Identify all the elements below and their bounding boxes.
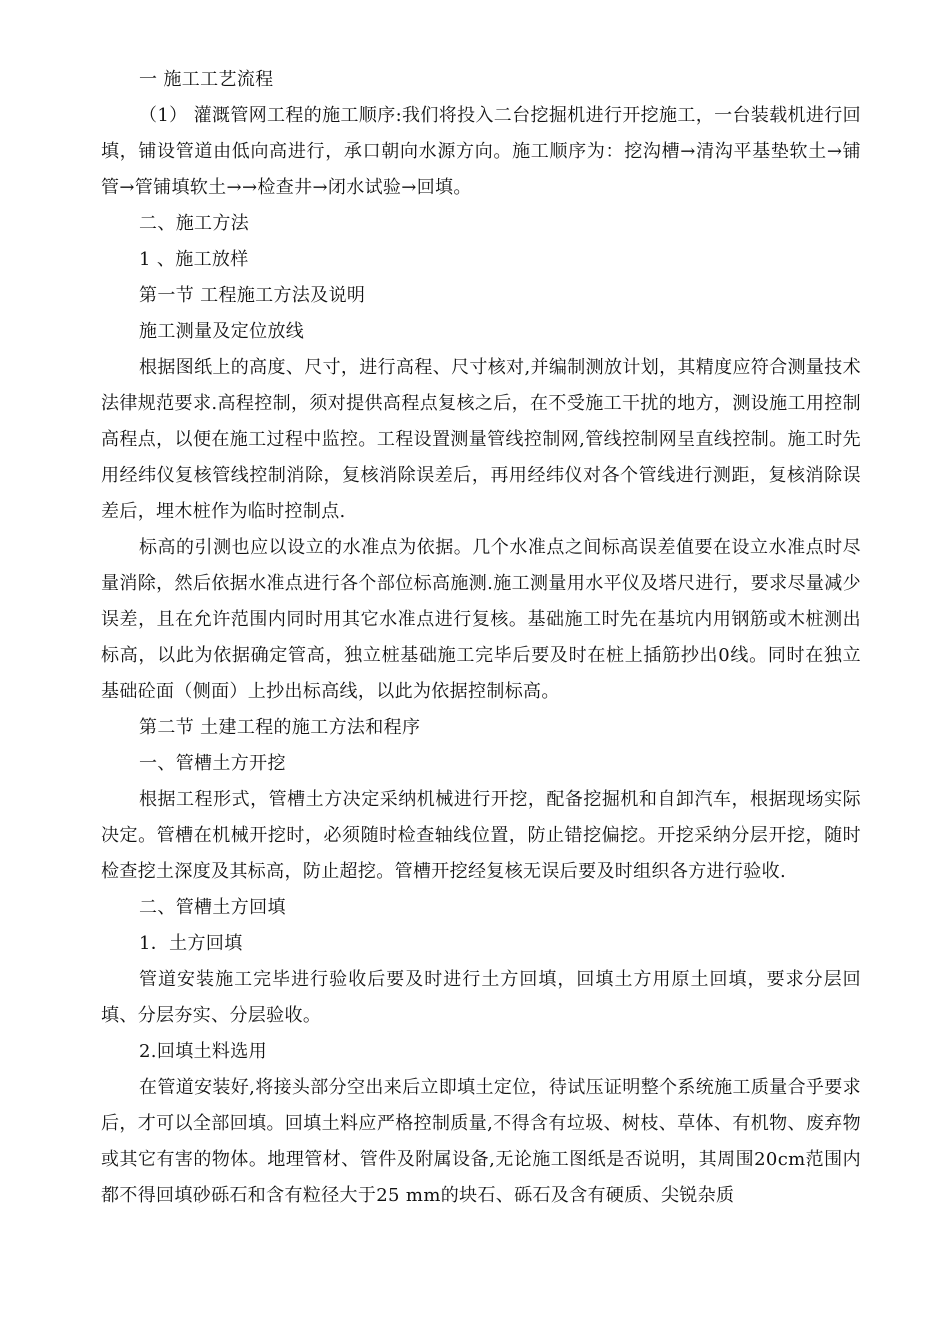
document-body [101,62,861,1214]
paragraph-construction-sequence: （1） 灌溉管网工程的施工顺序:我们将投入二台挖掘机进行开挖施工，一台装载机进行回填，铺设管道由低向高进行，承口朝向水源方向。施工顺序为：挖沟槽→清沟平基垫软土→铺管→管铺填软土→→检查井→闭水试验→回填。 [101,105,861,198]
subheading-survey: 施工测量及定位放线 [139,321,305,342]
section-heading-process: 一 施工工艺流程 [139,69,274,90]
paragraph-survey-control: 根据图纸上的高度、尺寸，进行高程、尺寸核对,并编制测放计划，其精度应符合测量技术法律规范要求.高程控制，须对提供高程点复核之后，在不受施工干扰的地方，测设施工用控制高程点，以便在施工过程中监控。工程设置测量管线控制网,管线控制网呈直线控制。施工时先用经纬仪复核管线控制消除，复核消除误差后，再用经纬仪对各个管线进行测距，复核消除误差后，埋木桩作为临时控制点. [101,357,861,522]
paragraph-elevation: 标高的引测也应以设立的水准点为依据。几个水准点之间标高误差值要在设立水准点时尽量消除，然后依据水准点进行各个部位标高施测.施工测量用水平仪及塔尺进行，要求尽量减少误差，且在允许范围内同时用其它水准点进行复核。基础施工时先在基坑内用钢筋或木桩测出标高，以此为依据确定管高，独立桩基础施工完毕后要及时在桩上插筋抄出0线。同时在独立基础砼面（侧面）上抄出标高线，以此为依据控制标高。 [101,537,861,702]
subheading-backfill: 二、管槽土方回填 [139,897,286,918]
paragraph-backfill-material: 在管道安装好,将接头部分空出来后立即填土定位，待试压证明整个系统施工质量合乎要求后，才可以全部回填。回填土料应严格控制质量,不得含有垃圾、树枝、草体、有机物、废弃物或其它有害的物体。地理管材、管件及附属设备,无论施工图纸是否说明，其周围20cm范围内都不得回填砂砾石和含有粒径大于25 mm的块石、砾石及含有硬质、尖锐杂质 [101,1077,861,1206]
section-heading-method: 二、施工方法 [139,213,250,234]
paragraph-backfill: 管道安装施工完毕进行验收后要及时进行土方回填，回填土方用原土回填，要求分层回填、分层夯实、分层验收。 [101,969,861,1026]
subheading-excavation: 一、管槽土方开挖 [139,753,286,774]
section-heading-second: 第二节 土建工程的施工方法和程序 [139,717,421,738]
subheading-backfill-material: 2.回填土料选用 [139,1041,267,1062]
paragraph-excavation: 根据工程形式，管槽土方决定采纳机械进行开挖，配备挖掘机和自卸汽车，根据现场实际决定。管槽在机械开挖时，必须随时检查轴线位置，防止错挖偏挖。开挖采纳分层开挖，随时检查挖土深度及其标高，防止超挖。管槽开挖经复核无误后要及时组织各方进行验收. [101,789,861,882]
section-heading-first: 第一节 工程施工方法及说明 [139,285,366,306]
subheading-layout: 1 、施工放样 [139,249,249,270]
subheading-backfill-step-1: 1．土方回填 [139,933,243,954]
